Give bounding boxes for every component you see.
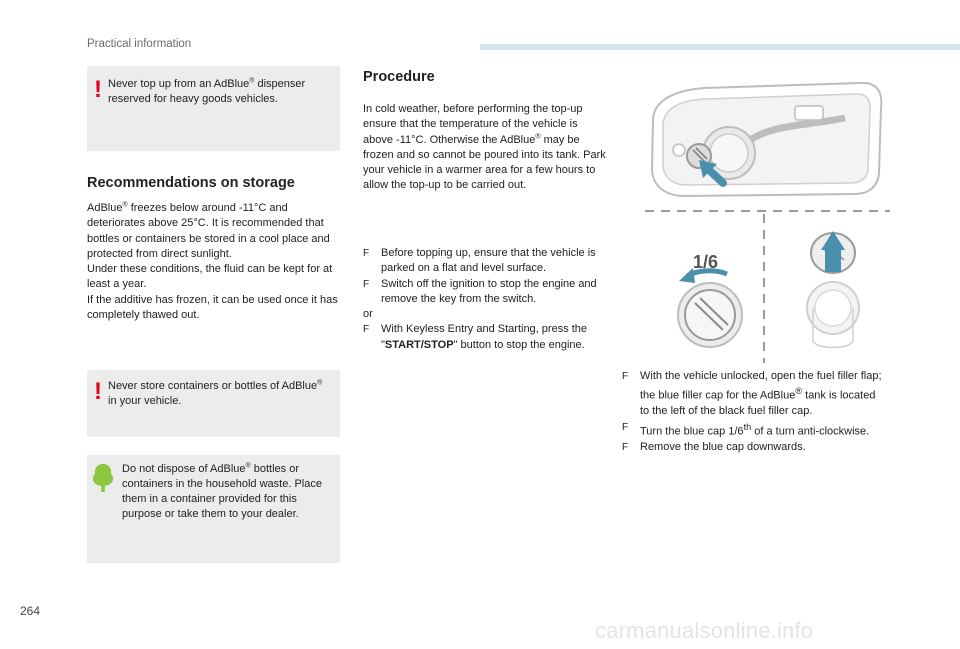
step-item: F Before topping up, ensure that the vehicle is parked on a flat and level surface. — [363, 247, 596, 275]
blue-cap-drawing — [678, 283, 742, 347]
warning-icon: ! — [94, 378, 102, 405]
filler-cap-illustration — [645, 78, 890, 363]
warning-icon: ! — [94, 76, 102, 103]
or-label: or — [363, 308, 373, 321]
step-item: F With the vehicle unlocked, open the fuel filler flap; the blue filler cap for the AdBlue® tank is located to the left of the black fuel filler cap. — [622, 370, 882, 418]
bullet-icon: F — [622, 371, 629, 382]
rotate-arrowhead — [679, 268, 695, 283]
watermark: carmanualsonline.info — [595, 618, 814, 643]
bullet-icon: F — [363, 248, 370, 259]
bullet-icon: F — [622, 441, 629, 453]
procedure-steps-continued — [622, 369, 884, 455]
storage-text — [87, 201, 340, 323]
procedure-steps — [363, 246, 619, 353]
step-item: F With Keyless Entry and Starting, press the "START/STOP" button to stop the engine. — [363, 323, 588, 351]
fraction-label: 1/6 — [693, 252, 719, 272]
bullet-icon: F — [622, 421, 629, 433]
storage-paragraph-3: If the additive has frozen, it can be used once it has completely thawed out. — [87, 293, 338, 322]
warning-box-dispenser — [87, 66, 340, 151]
tree-icon — [92, 463, 114, 493]
section-label: Practical information — [87, 38, 192, 50]
storage-heading: Recommendations on storage — [87, 175, 295, 191]
procedure-heading: Procedure — [363, 69, 435, 85]
filler-flap-drawing — [652, 83, 881, 196]
storage-paragraph-2: Under these conditions, the fluid can be kept for at least a year. — [87, 263, 333, 291]
warning-box-storage — [87, 370, 340, 437]
storage-paragraph-1: AdBlue® freezes below around -11°C and deteriorates above 25°C. It is recommended that bottles or containers be stored in a cool place and protected from direct sunlight. — [87, 201, 330, 260]
step-item: F Turn the blue cap 1/6th of a turn anti-clockwise. — [622, 421, 870, 438]
bullet-icon: F — [363, 278, 370, 290]
procedure-intro: In cold weather, before performing the top-up ensure that the temperature of the vehicle is above -11°C. Otherwise the AdBlue® may be frozen and so cannot be poured into its tank. Park your vehicle in a warmer area for a few hours to allow the top-up to be carried out. — [363, 103, 606, 192]
step-item: F Switch off the ignition to stop the engine and remove the key from the switch. — [363, 277, 597, 305]
environment-box — [87, 455, 340, 563]
warning-text-dispenser: Never top up from an AdBlue® dispenser reserved for heavy goods vehicles. — [108, 77, 306, 105]
environment-text: Do not dispose of AdBlue® bottles or containers in the household waste. Place them in a container provided for this purpose or take them to your dealer. — [122, 462, 322, 520]
step-item: F Remove the blue cap downwards. — [622, 440, 884, 455]
header-bar — [480, 44, 960, 50]
warning-text-storage: Never store containers or bottles of AdBlue® in your vehicle. — [108, 379, 323, 407]
page-number: 264 — [20, 604, 41, 618]
bullet-icon: F — [363, 324, 370, 336]
